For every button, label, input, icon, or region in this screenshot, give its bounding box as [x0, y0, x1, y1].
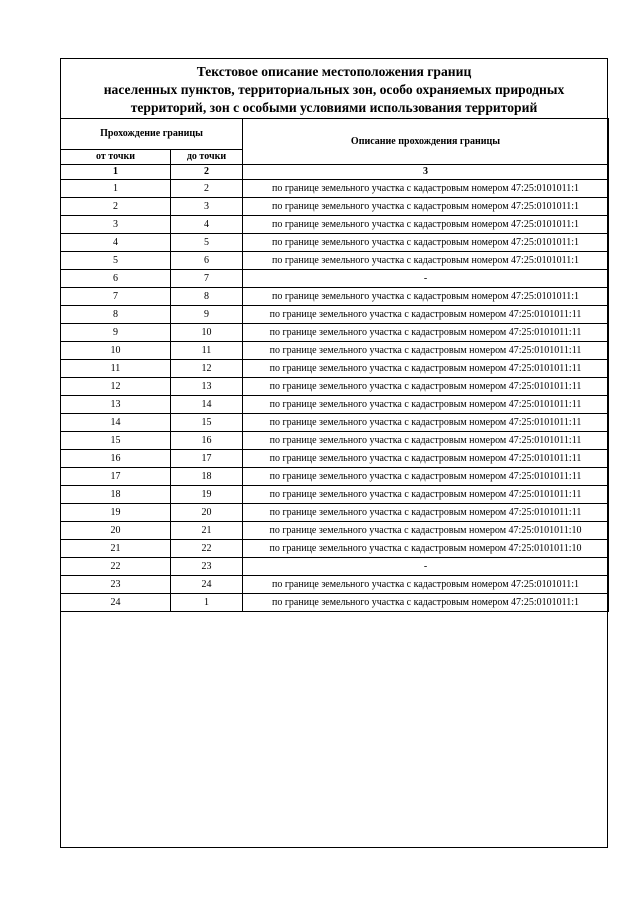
cell-from: 3 [61, 216, 171, 234]
cell-desc: по границе земельного участка с кадастровым номером 47:25:0101011:11 [243, 504, 609, 522]
cell-to: 4 [171, 216, 243, 234]
cell-desc: по границе земельного участка с кадастровым номером 47:25:0101011:10 [243, 540, 609, 558]
cell-desc: по границе земельного участка с кадастровым номером 47:25:0101011:1 [243, 594, 609, 612]
table-row [61, 252, 609, 270]
cell-to: 24 [171, 576, 243, 594]
title-line-3: территорий, зон с особыми условиями использования территорий [130, 100, 538, 115]
cell-from: 5 [61, 252, 171, 270]
cell-desc: по границе земельного участка с кадастровым номером 47:25:0101011:11 [243, 378, 609, 396]
cell-from: 10 [61, 342, 171, 360]
cell-from: 1 [61, 180, 171, 198]
cell-to: 7 [171, 270, 243, 288]
cell-from: 6 [61, 270, 171, 288]
table-row [61, 216, 609, 234]
cell-desc: по границе земельного участка с кадастровым номером 47:25:0101011:11 [243, 468, 609, 486]
table-row [61, 522, 609, 540]
cell-to: 5 [171, 234, 243, 252]
cell-to: 11 [171, 342, 243, 360]
cell-to: 9 [171, 306, 243, 324]
table-row [61, 450, 609, 468]
cell-to: 13 [171, 378, 243, 396]
cell-from: 17 [61, 468, 171, 486]
table-row [61, 396, 609, 414]
cell-from: 20 [61, 522, 171, 540]
cell-from: 24 [61, 594, 171, 612]
cell-desc: по границе земельного участка с кадастровым номером 47:25:0101011:11 [243, 324, 609, 342]
cell-desc: по границе земельного участка с кадастровым номером 47:25:0101011:1 [243, 234, 609, 252]
cell-to: 18 [171, 468, 243, 486]
cell-to: 1 [171, 594, 243, 612]
document-frame [60, 58, 608, 848]
table-row [61, 504, 609, 522]
cell-desc: - [243, 558, 609, 576]
cell-desc: по границе земельного участка с кадастровым номером 47:25:0101011:11 [243, 450, 609, 468]
cell-to: 17 [171, 450, 243, 468]
table-row [61, 594, 609, 612]
table-row [61, 378, 609, 396]
table-row [61, 540, 609, 558]
cell-from: 12 [61, 378, 171, 396]
cell-desc: по границе земельного участка с кадастровым номером 47:25:0101011:11 [243, 306, 609, 324]
cell-desc: по границе земельного участка с кадастровым номером 47:25:0101011:1 [243, 216, 609, 234]
cell-desc: по границе земельного участка с кадастровым номером 47:25:0101011:11 [243, 360, 609, 378]
cell-to: 15 [171, 414, 243, 432]
table-row [61, 486, 609, 504]
cell-desc: по границе земельного участка с кадастровым номером 47:25:0101011:1 [243, 198, 609, 216]
cell-from: 4 [61, 234, 171, 252]
cell-desc: по границе земельного участка с кадастровым номером 47:25:0101011:11 [243, 432, 609, 450]
table-row [61, 198, 609, 216]
cell-to: 10 [171, 324, 243, 342]
cell-from: 21 [61, 540, 171, 558]
cell-to: 20 [171, 504, 243, 522]
table-row [61, 234, 609, 252]
header-num-1: 1 [61, 165, 171, 180]
header-from: от точки [61, 150, 171, 165]
cell-desc: по границе земельного участка с кадастровым номером 47:25:0101011:1 [243, 288, 609, 306]
cell-to: 2 [171, 180, 243, 198]
cell-from: 22 [61, 558, 171, 576]
cell-to: 12 [171, 360, 243, 378]
boundary-table [60, 118, 609, 612]
cell-from: 23 [61, 576, 171, 594]
table-row [61, 324, 609, 342]
cell-desc: по границе земельного участка с кадастровым номером 47:25:0101011:1 [243, 576, 609, 594]
cell-from: 9 [61, 324, 171, 342]
header-to: до точки [171, 150, 243, 165]
cell-from: 11 [61, 360, 171, 378]
cell-desc: - [243, 270, 609, 288]
cell-from: 14 [61, 414, 171, 432]
table-row [61, 414, 609, 432]
cell-to: 22 [171, 540, 243, 558]
table-row [61, 288, 609, 306]
cell-desc: по границе земельного участка с кадастровым номером 47:25:0101011:1 [243, 180, 609, 198]
document-title [61, 63, 607, 117]
cell-from: 7 [61, 288, 171, 306]
cell-to: 23 [171, 558, 243, 576]
table-row [61, 180, 609, 198]
cell-from: 8 [61, 306, 171, 324]
cell-to: 8 [171, 288, 243, 306]
header-num-3: 3 [243, 165, 609, 180]
cell-from: 15 [61, 432, 171, 450]
cell-desc: по границе земельного участка с кадастровым номером 47:25:0101011:11 [243, 396, 609, 414]
table-row [61, 468, 609, 486]
header-description: Описание прохождения границы [243, 119, 609, 165]
table-row [61, 270, 609, 288]
table-row [61, 306, 609, 324]
cell-desc: по границе земельного участка с кадастровым номером 47:25:0101011:11 [243, 342, 609, 360]
table-row [61, 576, 609, 594]
cell-desc: по границе земельного участка с кадастровым номером 47:25:0101011:10 [243, 522, 609, 540]
cell-desc: по границе земельного участка с кадастровым номером 47:25:0101011:1 [243, 252, 609, 270]
cell-desc: по границе земельного участка с кадастровым номером 47:25:0101011:11 [243, 486, 609, 504]
table-row [61, 360, 609, 378]
cell-desc: по границе земельного участка с кадастровым номером 47:25:0101011:11 [243, 414, 609, 432]
cell-from: 13 [61, 396, 171, 414]
cell-from: 18 [61, 486, 171, 504]
cell-to: 6 [171, 252, 243, 270]
header-passage: Прохождение границы [61, 119, 243, 150]
table-row [61, 342, 609, 360]
cell-to: 16 [171, 432, 243, 450]
cell-to: 21 [171, 522, 243, 540]
cell-to: 14 [171, 396, 243, 414]
cell-to: 3 [171, 198, 243, 216]
cell-from: 2 [61, 198, 171, 216]
cell-from: 19 [61, 504, 171, 522]
cell-from: 16 [61, 450, 171, 468]
title-line-1: Текстовое описание местоположения границ [196, 64, 472, 79]
table-row [61, 432, 609, 450]
table-row [61, 558, 609, 576]
header-num-2: 2 [171, 165, 243, 180]
cell-to: 19 [171, 486, 243, 504]
title-line-2: населенных пунктов, территориальных зон, особо охраняемых природных [103, 82, 565, 97]
